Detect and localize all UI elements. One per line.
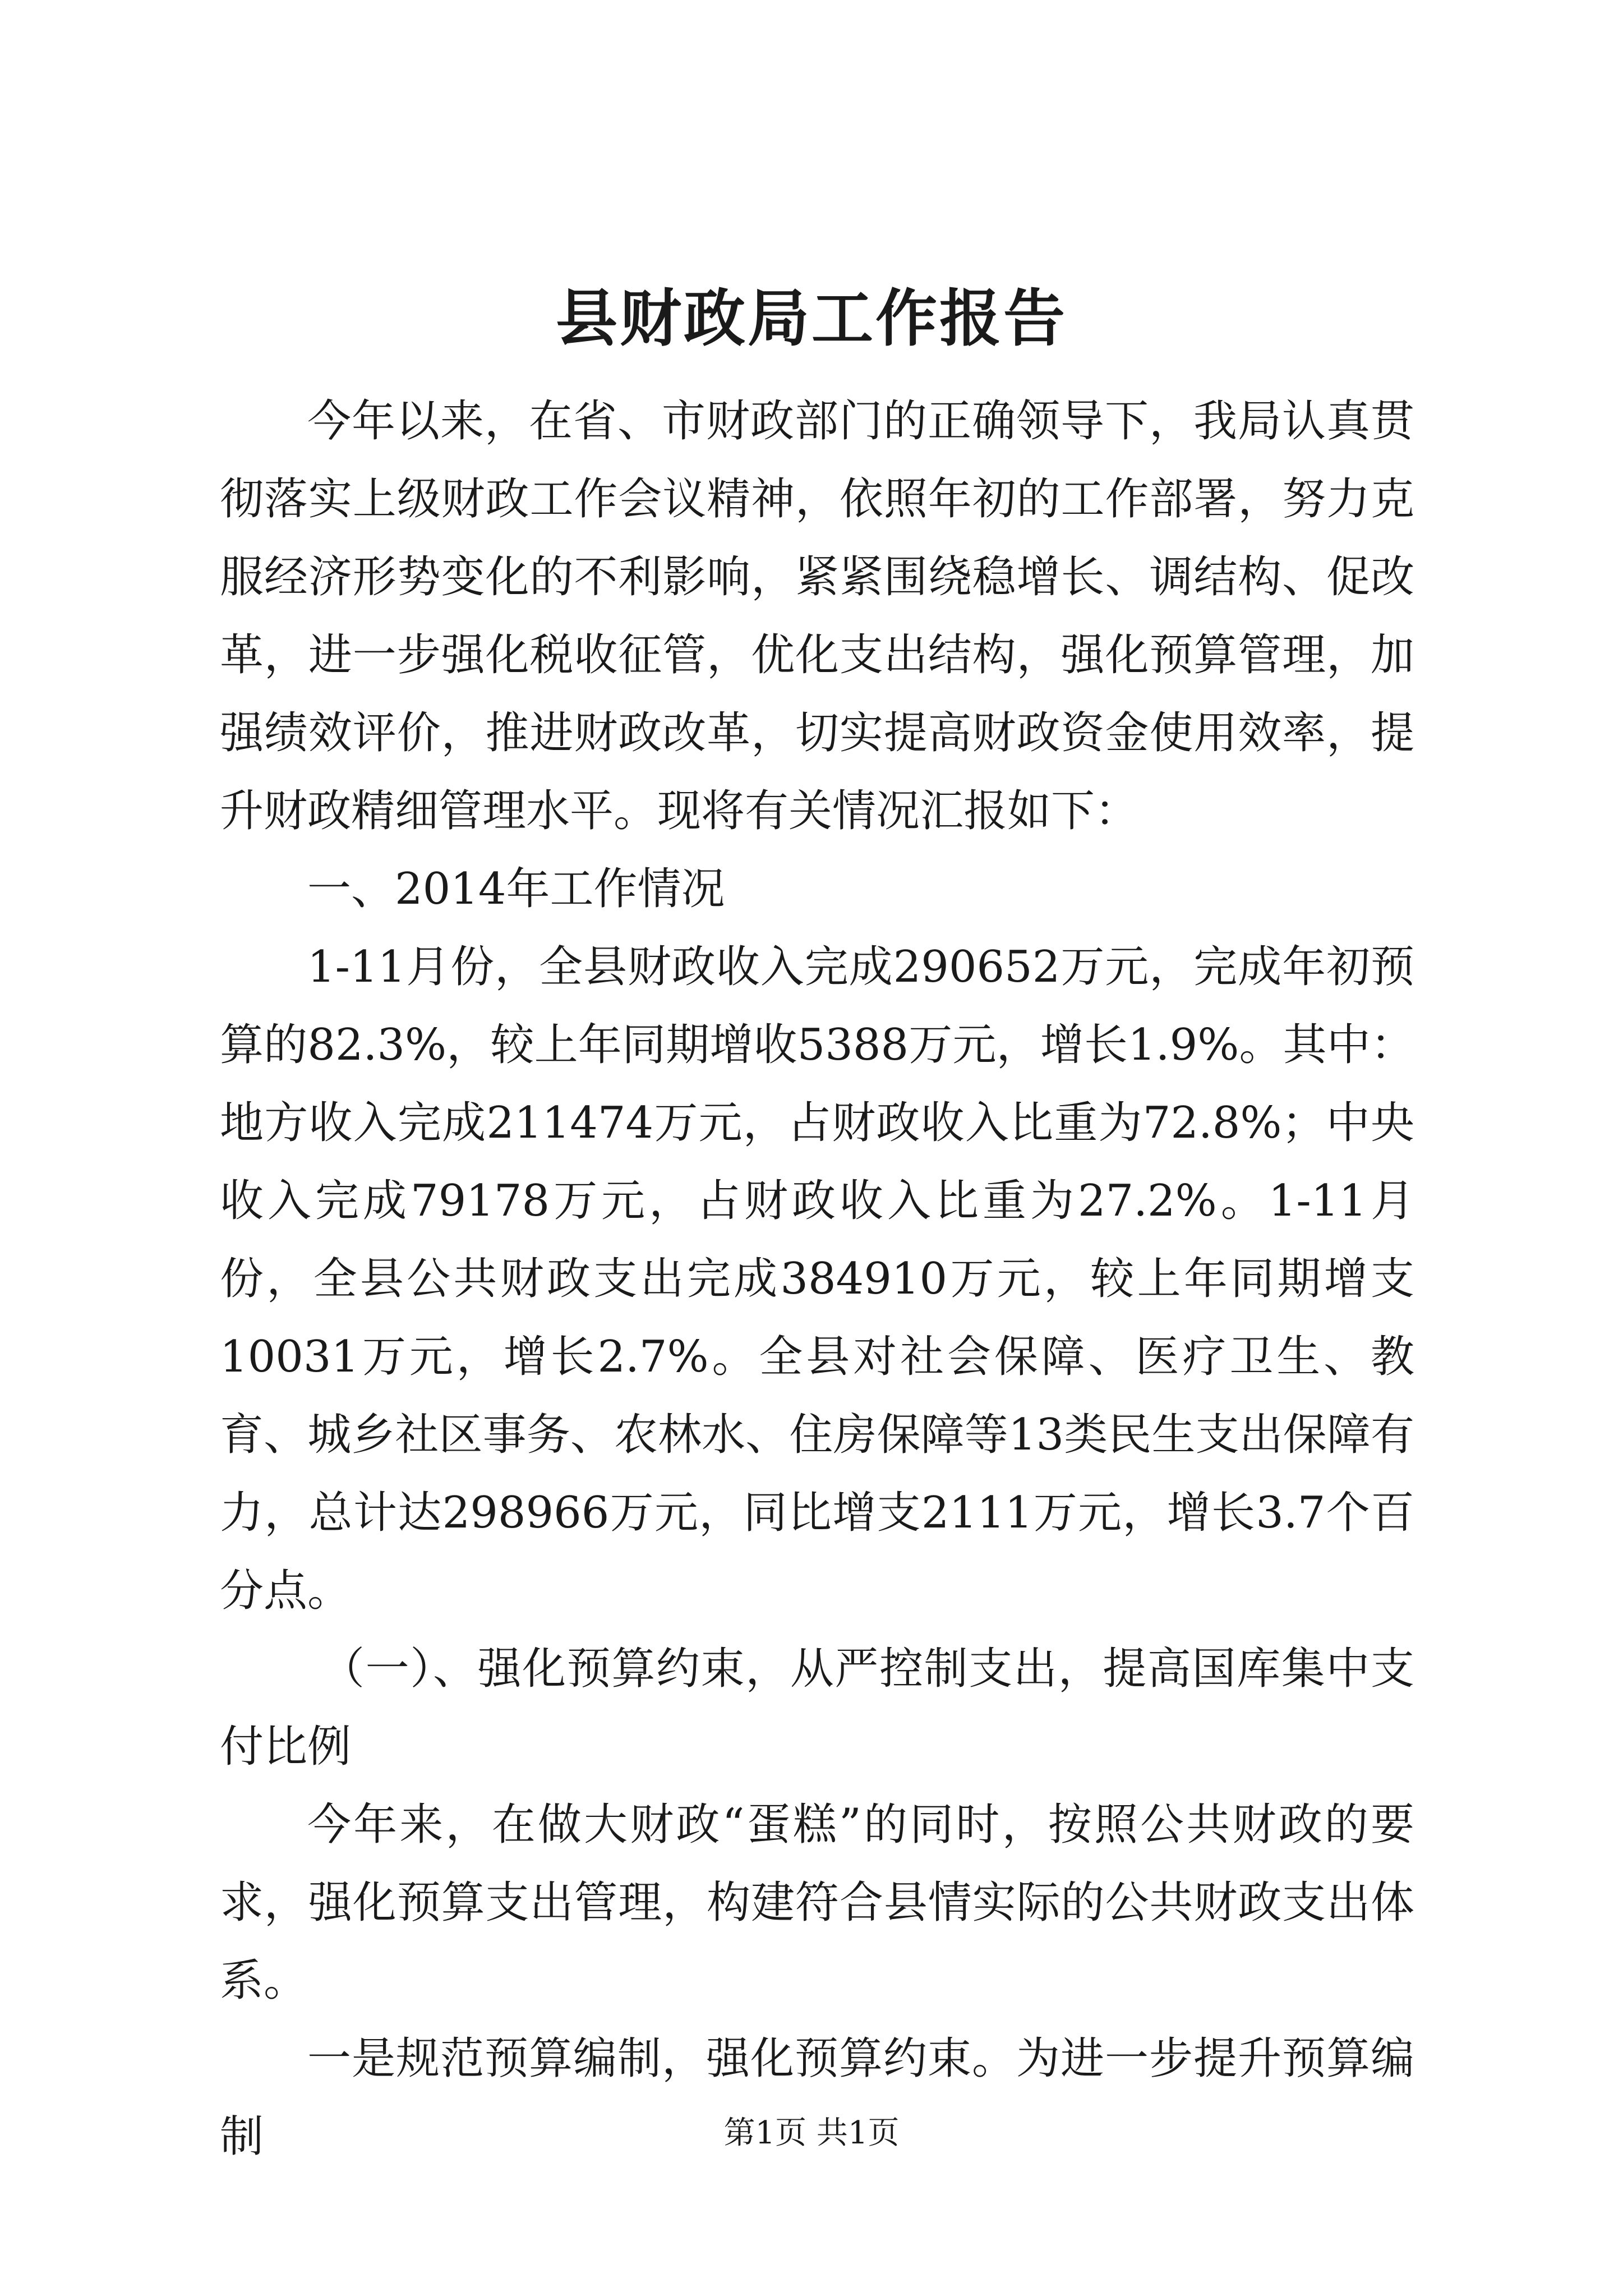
document-title: 县财政局工作报告 bbox=[556, 282, 1067, 355]
paragraph-budget-compilation: 一是规范预算编制，强化预算约束。为进一步提升预算编制 bbox=[220, 2033, 1414, 2162]
document-body bbox=[220, 383, 1414, 2176]
paragraph-intro: 今年以来，在省、市财政部门的正确领导下，我局认真贯彻落实上级财政工作会议精神，依照年初的工作部署，努力克服经济形势变化的不利影响，紧紧围绕稳增长、调结构、促改革，进一步强化税收征管，优化支出结构，强化预算管理，加强绩效评价，推进财政改革，切实提高财政资金使用效率，提升财政精细管理水平。现将有关情况汇报如下： bbox=[220, 396, 1414, 836]
section-heading-2014: 一、2014年工作情况 bbox=[307, 864, 725, 914]
paragraph-revenue-figures: 1-11月份，全县财政收入完成290652万元，完成年初预算的82.3%，较上年同期增收5388万元，增长1.9%。其中：地方收入完成211474万元，占财政收入比重为72.8%；中央收入完成79178万元，占财政收入比重为27.2%。1-11月份，全县公共财政支出完成384910万元，较上年同期增支10031万元，增长2.7%。全县对社会保障、医疗卫生、教育、城乡社区事务、农林水、住房保障等13类民生支出保障有力，总计达298966万元，同比增支2111万元，增长3.7个百分点。 bbox=[220, 942, 1414, 1616]
page-footer: 第1页 共1页 bbox=[723, 2115, 900, 2151]
paragraph-budget-management: 今年来，在做大财政“蛋糕”的同时，按照公共财政的要求，强化预算支出管理，构建符合县情实际的公共财政支出体系。 bbox=[220, 1800, 1414, 2006]
subsection-heading-budget: （一）、强化预算约束，从严控制支出，提高国库集中支付比例 bbox=[220, 1644, 1414, 1772]
